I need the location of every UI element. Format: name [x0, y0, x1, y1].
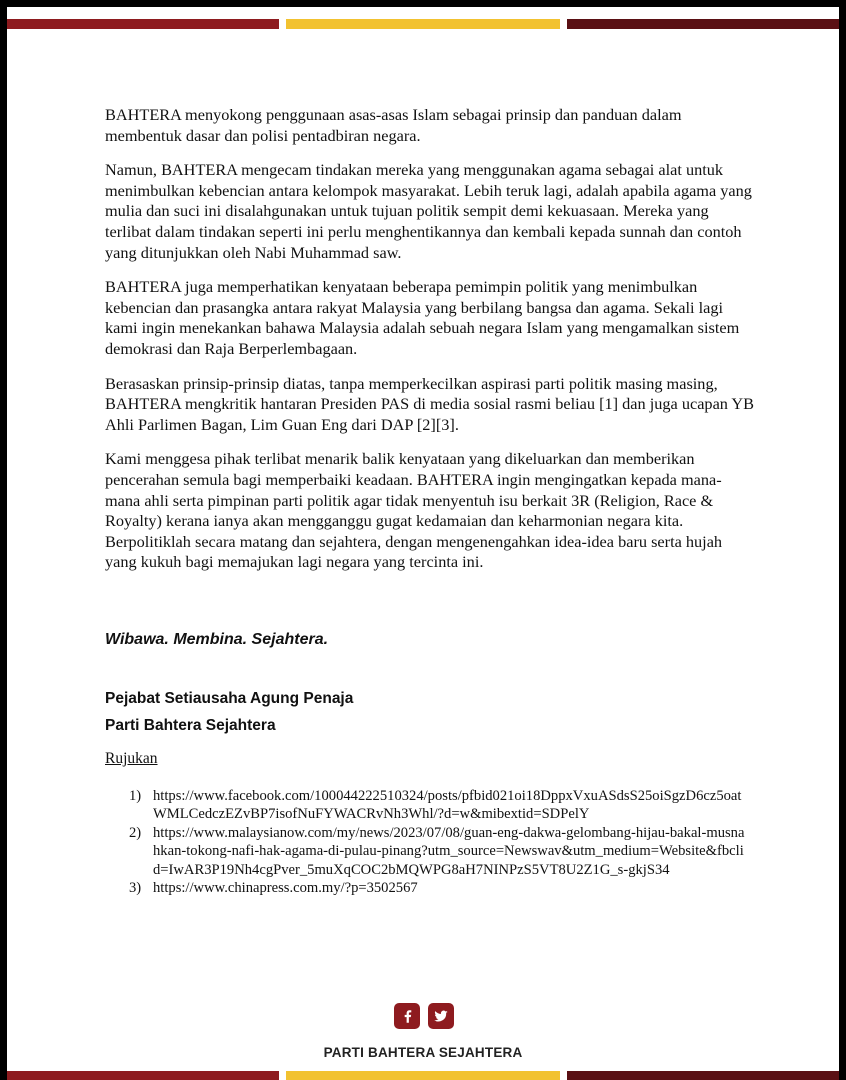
- references-heading: Rujukan: [105, 750, 158, 767]
- paragraph: Namun, BAHTERA mengecam tindakan mereka yang menggunakan agama sebagai alat untuk menimbulkan kebencian antara kelompok masyarakat. Lebih teruk lagi, adalah apabila agama yang mulia dan suci ini disalahgunakan untuk tujuan politik sempit demi kekuasaan. Mereka yang terlibat dalam tindakan seperti ini perlu menghentikannya dan kembali kepada sunnah dan contoh yang ditunjukkan oleh Nabi Muhammad saw.: [105, 160, 752, 262]
- signature-block: [105, 685, 353, 739]
- footer-party-name: PARTI BAHTERA SEJAHTERA: [323, 1045, 523, 1060]
- paragraph: BAHTERA menyokong penggunaan asas-asas Islam sebagai prinsip dan panduan dalam membentuk dasar dan polisi pentadbiran negara.: [105, 105, 682, 145]
- signature-party: Parti Bahtera Sejahtera: [105, 717, 276, 734]
- references-list: [129, 787, 749, 897]
- signature-office: Pejabat Setiausaha Agung Penaja: [105, 690, 354, 707]
- reference-link[interactable]: https://www.malaysianow.com/my/news/2023/07/08/guan-eng-dakwa-gelombang-hijau-bakal-musnahkan-tokong-nafi-hak-agama-di-pulau-pinang?utm_source=Newswav&utm_medium=Website&fbclid=IwAR3P19Nh4cgPver_5muXqCOC2bMQWPG8aH7NINPzS5VT8U2Z1G_s-gkjS34: [153, 824, 745, 878]
- footer-bar-gold: [286, 1071, 560, 1080]
- social-icons: [394, 1003, 454, 1029]
- paragraph: Berasaskan prinsip-prinsip diatas, tanpa memperkecilkan aspirasi parti politik masing masing, BAHTERA mengkritik hantaran Presiden PAS di media sosial rasmi beliau [1] dan juga ucapan YB Ahli Parlimen Bagan, Lim Guan Eng dari DAP [2][3].: [105, 373, 755, 434]
- reference-number: 1): [129, 788, 142, 804]
- paragraph: Kami menggesa pihak terlibat menarik balik kenyataan yang dikeluarkan dan memberikan pencerahan semula bagi memperbaiki keadaan. BAHTERA ingin mengingatkan kepada mana-mana ahli serta pimpinan parti politik agar tidak menyentuh isu berkait 3R (Religion, Race & Royalty) kerana ianya akan mengganggu gugat kedamaian dan keharmonian negara kita. Berpolitiklah secara matang dan sejahtera, dengan mengenengahkan idea-idea baru serta hujah yang kukuh bagi memajukan lagi negara yang tercinta ini.: [105, 449, 723, 572]
- reference-item: [129, 787, 749, 824]
- reference-link[interactable]: https://www.facebook.com/100044222510324/posts/pfbid021oi18DppxVxuASdsS25oiSgzD6cz5oatWMLCedczEZvBP7isofNuFYWACRvNh3Whl/?d=w&mibextid=SDPelY: [153, 788, 742, 823]
- document-page: [7, 7, 839, 1080]
- facebook-icon[interactable]: [394, 1003, 420, 1029]
- reference-link[interactable]: https://www.chinapress.com.my/?p=3502567: [153, 880, 418, 897]
- reference-item: [129, 824, 749, 879]
- reference-number: 3): [129, 880, 142, 897]
- header-bar-dark-maroon: [567, 19, 839, 29]
- footer-bar-maroon: [7, 1071, 279, 1080]
- reference-number: 2): [129, 824, 142, 841]
- reference-item: [129, 879, 749, 897]
- header-bar-gold: [286, 19, 560, 29]
- header-bar-maroon: [7, 19, 279, 29]
- twitter-icon[interactable]: [428, 1003, 454, 1029]
- statement-body: [105, 105, 755, 587]
- paragraph: BAHTERA juga memperhatikan kenyataan beberapa pemimpin politik yang menimbulkan kebencian dan prasangka antara rakyat Malaysia yang berbilang bangsa dan agama. Sekali lagi kami ingin menekankan bahawa Malaysia adalah sebuah negara Islam yang mengamalkan sistem demokrasi dan Raja Berperlembagaan.: [105, 277, 740, 358]
- party-motto: Wibawa. Membina. Sejahtera.: [105, 631, 329, 648]
- footer-bar-dark-maroon: [567, 1071, 839, 1080]
